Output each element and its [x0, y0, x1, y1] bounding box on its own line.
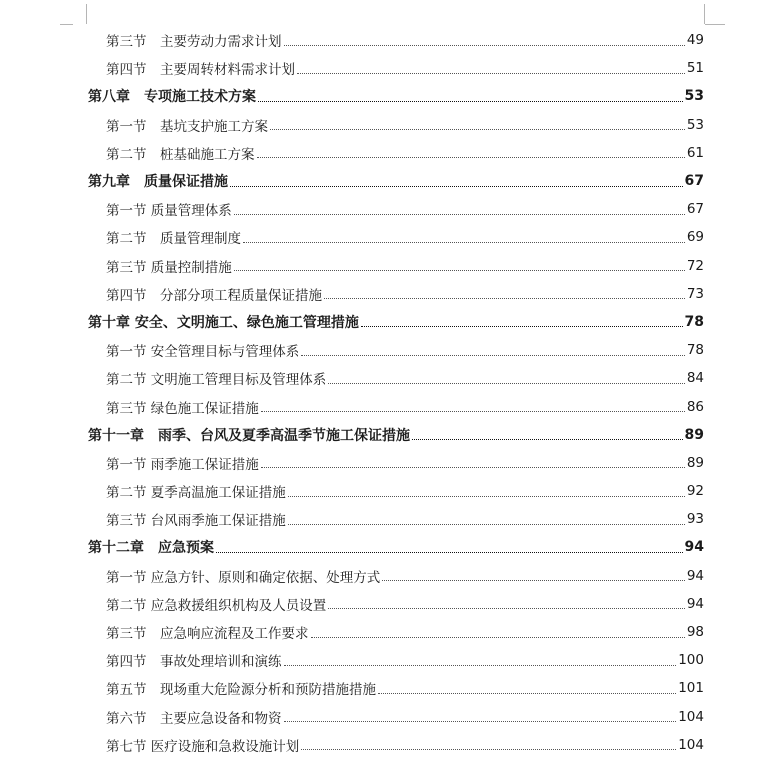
toc-entry-title: 第四节 主要周转材料需求计划 [106, 62, 295, 79]
dot-leader [297, 73, 685, 74]
toc-entry-title: 第二节 文明施工管理目标及管理体系 [106, 372, 327, 389]
toc-page-number: 61 [686, 144, 704, 161]
toc-page-number: 94 [684, 539, 704, 556]
toc-page-number: 49 [686, 32, 704, 49]
toc-section-entry[interactable] [88, 364, 704, 392]
toc-entry-title: 第七节 医疗设施和急救设施计划 [106, 738, 300, 755]
toc-page-number: 101 [678, 680, 704, 697]
toc-section-entry[interactable] [88, 139, 704, 167]
crop-mark-top-left-h [60, 24, 73, 25]
dot-leader [258, 101, 683, 102]
toc-entry-title: 第一节 质量管理体系 [106, 203, 232, 220]
toc-entry-title: 第四节 事故处理培训和演练 [106, 654, 282, 671]
toc-section-entry[interactable] [88, 26, 704, 54]
toc-entry-title: 第一节 应急方针、原则和确定依据、处理方式 [106, 569, 381, 586]
toc-entry-title: 第十章 安全、文明施工、绿色施工管理措施 [88, 314, 359, 331]
toc-entry-title: 第四节 分部分项工程质量保证措施 [106, 287, 322, 304]
dot-leader [216, 552, 683, 553]
dot-leader [324, 298, 685, 299]
toc-entry-title: 第一节 安全管理目标与管理体系 [106, 344, 300, 361]
dot-leader [328, 383, 685, 384]
toc-section-entry[interactable] [88, 336, 704, 364]
toc-entry-title: 第三节 主要劳动力需求计划 [106, 34, 282, 51]
toc-page-number: 94 [686, 567, 704, 584]
toc-section-entry[interactable] [88, 111, 704, 139]
dot-leader [328, 608, 685, 609]
toc-section-entry[interactable] [88, 252, 704, 280]
toc-section-entry[interactable] [88, 280, 704, 308]
dot-leader [284, 45, 685, 46]
toc-section-entry[interactable] [88, 505, 704, 533]
toc-entry-title: 第三节 应急响应流程及工作要求 [106, 626, 309, 643]
toc-page-number: 78 [684, 313, 704, 330]
toc-section-entry[interactable] [88, 223, 704, 251]
crop-mark-top-right-h [705, 24, 725, 25]
dot-leader [284, 721, 677, 722]
dot-leader [378, 693, 676, 694]
toc-chapter-entry[interactable] [88, 421, 704, 449]
toc-page-number: 67 [686, 201, 704, 218]
toc-chapter-entry[interactable] [88, 167, 704, 195]
toc-entry-title: 第六节 主要应急设备和物资 [106, 710, 282, 727]
toc-entry-title: 第三节 台风雨季施工保证措施 [106, 513, 286, 530]
toc-section-entry[interactable] [88, 562, 704, 590]
dot-leader [288, 524, 685, 525]
toc-entry-title: 第八章 专项施工技术方案 [88, 89, 256, 106]
toc-section-entry[interactable] [88, 590, 704, 618]
dot-leader [301, 355, 685, 356]
toc-page-number: 67 [684, 173, 704, 190]
toc-section-entry[interactable] [88, 646, 704, 674]
toc-section-entry[interactable] [88, 392, 704, 420]
toc-page-number: 104 [678, 736, 704, 753]
toc-section-entry[interactable] [88, 477, 704, 505]
crop-mark-top-right [704, 4, 719, 24]
toc-entry-title: 第三节 质量控制措施 [106, 259, 232, 276]
dot-leader [261, 467, 685, 468]
dot-leader [284, 665, 677, 666]
dot-leader [257, 157, 685, 158]
toc-entry-title: 第三节 绿色施工保证措施 [106, 400, 259, 417]
dot-leader [382, 580, 685, 581]
toc-page-number: 78 [686, 342, 704, 359]
dot-leader [230, 186, 683, 187]
dot-leader [301, 749, 676, 750]
toc-page-number: 89 [684, 426, 704, 443]
toc-chapter-entry[interactable] [88, 308, 704, 336]
toc-page-number: 53 [686, 116, 704, 133]
toc-section-entry[interactable] [88, 54, 704, 82]
toc-page-number: 51 [686, 60, 704, 77]
toc-entry-title: 第二节 桩基础施工方案 [106, 146, 255, 163]
dot-leader [234, 214, 685, 215]
toc-entry-title: 第二节 质量管理制度 [106, 231, 241, 248]
dot-leader [361, 326, 683, 327]
toc-entry-title: 第九章 质量保证措施 [88, 174, 228, 191]
toc-entry-title: 第十二章 应急预案 [88, 540, 214, 557]
toc-section-entry[interactable] [88, 703, 704, 731]
toc-page-number: 86 [686, 398, 704, 415]
toc-entry-title: 第十一章 雨季、台风及夏季高温季节施工保证措施 [88, 427, 410, 444]
toc-section-entry[interactable] [88, 731, 704, 759]
toc-section-entry[interactable] [88, 618, 704, 646]
dot-leader [412, 439, 683, 440]
toc-page-number: 89 [686, 454, 704, 471]
toc-page-number: 94 [686, 595, 704, 612]
toc-section-entry[interactable] [88, 674, 704, 702]
dot-leader [288, 496, 685, 497]
toc-entry-title: 第二节 应急救援组织机构及人员设置 [106, 597, 327, 614]
table-of-contents [88, 26, 704, 759]
toc-entry-title: 第一节 雨季施工保证措施 [106, 456, 259, 473]
dot-leader [261, 411, 685, 412]
toc-chapter-entry[interactable] [88, 82, 704, 110]
toc-page-number: 98 [686, 624, 704, 641]
toc-chapter-entry[interactable] [88, 533, 704, 561]
toc-entry-title: 第五节 现场重大危险源分析和预防措施措施 [106, 682, 376, 699]
toc-page-number: 73 [686, 285, 704, 302]
toc-page-number: 92 [686, 483, 704, 500]
crop-mark-top-left [72, 4, 87, 24]
toc-section-entry[interactable] [88, 195, 704, 223]
toc-entry-title: 第二节 夏季高温施工保证措施 [106, 485, 286, 502]
dot-leader [243, 242, 685, 243]
toc-page-number: 53 [684, 88, 704, 105]
toc-section-entry[interactable] [88, 449, 704, 477]
dot-leader [270, 129, 685, 130]
dot-leader [234, 270, 685, 271]
toc-entry-title: 第一节 基坑支护施工方案 [106, 118, 268, 135]
toc-page-number: 104 [678, 708, 704, 725]
toc-page-number: 84 [686, 370, 704, 387]
dot-leader [311, 637, 685, 638]
toc-page-number: 69 [686, 229, 704, 246]
toc-page-number: 93 [686, 511, 704, 528]
toc-page-number: 72 [686, 257, 704, 274]
toc-page-number: 100 [678, 652, 704, 669]
